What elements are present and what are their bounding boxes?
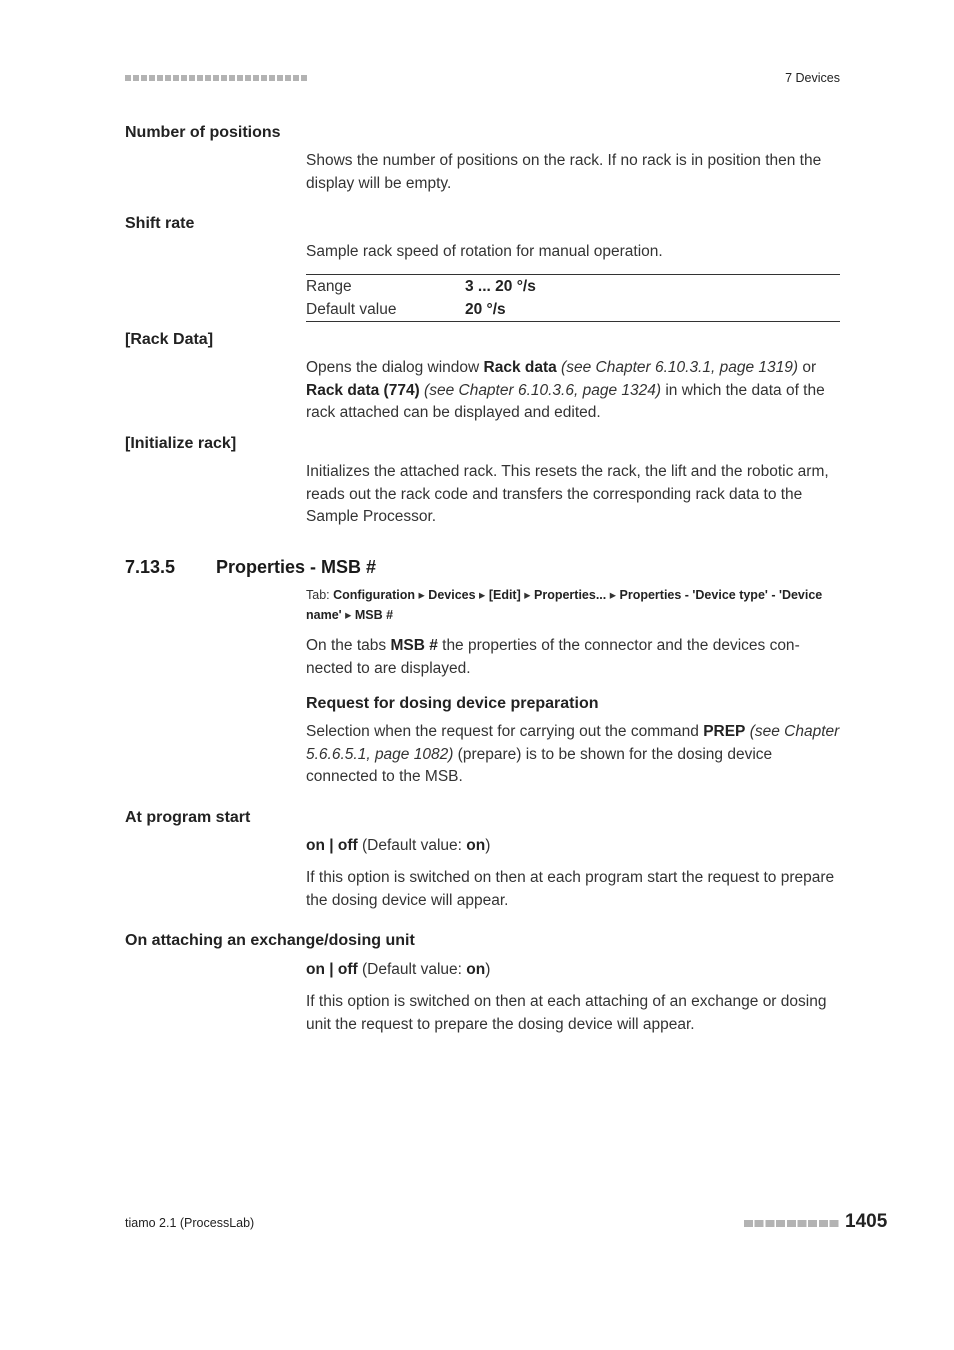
option-values: on | off (306, 837, 358, 854)
section-number: 7.13.5 (125, 557, 176, 577)
nav-arrow: ▸ (345, 608, 352, 622)
text-intro (306, 635, 840, 680)
text-initialize-rack: Initializes the attached rack. This resets the rack, the lift and the robotic arm, reads out the rack code and transfers the corresponding rack data to the Sample Processor. (306, 463, 829, 525)
nav-item: Properties - 'Device type' - 'Device name' (306, 588, 823, 622)
option-values: on | off (306, 961, 358, 978)
text-run: (Default value: (357, 961, 467, 978)
text-run: ) (485, 837, 491, 854)
text-run: or (798, 359, 817, 376)
subheading-request: Request for dosing device preparation (306, 695, 599, 712)
default-value: on (466, 961, 486, 978)
nav-arrow: ▸ (609, 588, 617, 602)
nav-arrow: ▸ (418, 588, 425, 602)
header-decoration (125, 72, 307, 84)
nav-prefix: Tab: (306, 588, 334, 602)
page-number: 1405 (845, 1211, 888, 1232)
label-shift-rate: Shift rate (125, 215, 195, 232)
option-at-program-start (306, 835, 840, 858)
nav-item: MSB # (354, 608, 394, 622)
nav-item: Properties... (534, 588, 607, 602)
text-run: Opens the dialog window (306, 359, 484, 376)
link-rack-data-774[interactable]: Rack data (774) (306, 381, 420, 399)
option-on-attaching (306, 959, 840, 982)
table-row (306, 275, 840, 298)
text-at-program-start: If this option is switched on then at each program start the request to prepare the dosing device will appear. (306, 869, 835, 909)
label-rack-data: [Rack Data] (125, 331, 214, 348)
section-heading (125, 557, 376, 578)
footer-product: tiamo 2.1 (ProcessLab) (125, 1216, 255, 1230)
text-number-of-positions: Shows the number of positions on the rack. If no rack is in position then the display will be empty. (306, 152, 822, 192)
label-on-attaching: On attaching an exchange/dosing unit (125, 932, 415, 949)
text-run: (Default value: (357, 837, 467, 854)
text-on-attaching: If this option is switched on then at each attaching of an exchange or dosing unit the request to prepare the dosing device will appear. (306, 993, 827, 1033)
text-run: Selection when the request for carrying out the command (306, 723, 704, 740)
label-at-program-start: At program start (125, 809, 251, 826)
table-value: 20 °/s (465, 301, 506, 318)
table-value: 3 ... 20 °/s (465, 278, 536, 295)
label-initialize-rack: [Initialize rack] (125, 435, 237, 452)
section-title: Properties - MSB # (216, 557, 377, 577)
table-key: Range (306, 278, 352, 295)
table-row (306, 298, 840, 321)
text-rack-data (306, 357, 840, 425)
link-rack-data[interactable]: Rack data (483, 359, 557, 376)
nav-item: [Edit] (488, 588, 521, 602)
text-request (306, 721, 840, 789)
nav-item: Devices (428, 588, 476, 602)
term-prep: PREP (703, 723, 746, 740)
term-msb: MSB # (390, 637, 438, 654)
default-value: on (466, 837, 486, 854)
cross-reference[interactable]: (see Chapter 6.10.3.6, page 1324) (419, 381, 662, 399)
nav-path (306, 585, 846, 625)
text-run: the properties of the connector and the devices connected to are displayed. (306, 637, 800, 677)
text-run: (prepare) is to be shown for the dosing device connected to the MSB. (306, 745, 773, 785)
nav-arrow: ▸ (524, 588, 531, 602)
text-run: On the tabs (306, 637, 391, 654)
cross-reference[interactable]: (see Chapter 5.6.6.5.1, page 1082) (306, 723, 840, 763)
text-shift-rate: Sample rack speed of rotation for manual operation. (306, 243, 663, 260)
cross-reference[interactable]: (see Chapter 6.10.3.1, page 1319) (556, 359, 799, 376)
text-run: ) (485, 961, 491, 978)
footer-decoration (744, 1218, 839, 1228)
text-run: in which the data of the rack attached can be displayed and edited. (306, 381, 825, 421)
nav-arrow: ▸ (479, 588, 486, 602)
label-number-of-positions: Number of positions (125, 124, 281, 141)
shift-rate-table (306, 274, 840, 322)
header-chapter: 7 Devices (785, 71, 840, 85)
nav-item: Configuration (333, 588, 416, 602)
table-key: Default value (306, 301, 397, 318)
